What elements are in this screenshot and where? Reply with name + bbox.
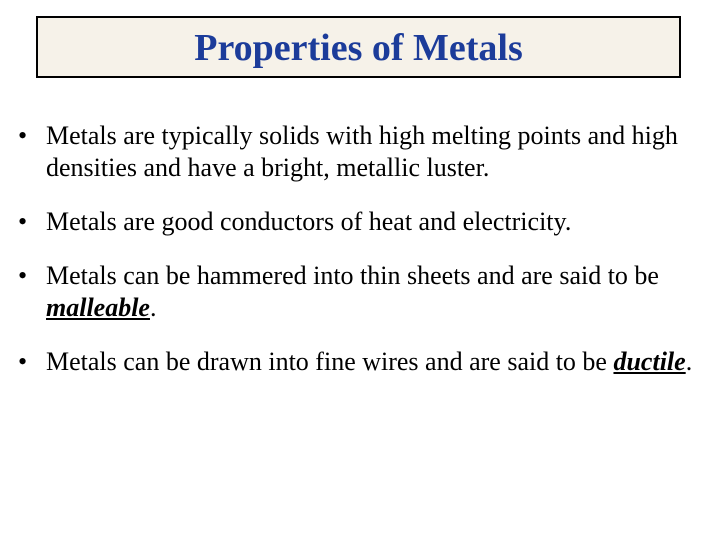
bullet-item-ductile	[18, 346, 708, 378]
bullet-item-luster	[18, 120, 708, 184]
bullet-list	[18, 120, 708, 378]
title-box	[36, 16, 681, 78]
bullet-item-malleable	[18, 260, 708, 324]
bullet-marker: •	[18, 207, 28, 236]
term-ductile: ductile	[613, 347, 686, 376]
bullet-text: Metals are typically solids with high melting points and high densities and have a bright, metallic luster.	[46, 121, 678, 182]
bullet-text-end: .	[149, 293, 157, 322]
bullet-text: Metals can be drawn into fine wires and are said to be	[46, 347, 614, 376]
bullet-item-conductors	[18, 206, 708, 238]
bullet-marker: •	[18, 121, 28, 150]
bullet-marker: •	[18, 261, 28, 290]
bullet-text-end: .	[685, 347, 693, 376]
bullet-marker: •	[18, 347, 28, 376]
slide-title: Properties of Metals	[194, 27, 523, 69]
bullet-text: Metals are good conductors of heat and electricity.	[46, 207, 572, 236]
term-malleable: malleable	[46, 293, 150, 322]
bullet-text: Metals can be hammered into thin sheets and are said to be	[46, 261, 659, 290]
